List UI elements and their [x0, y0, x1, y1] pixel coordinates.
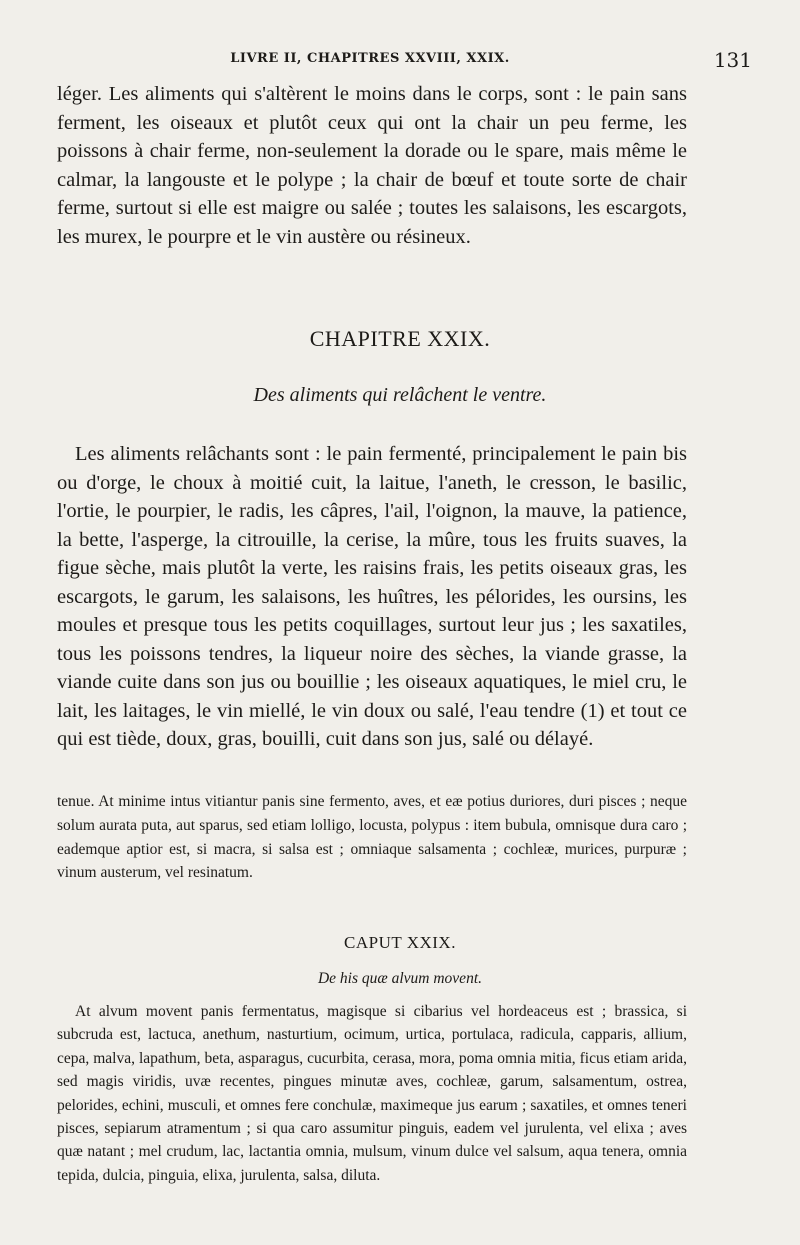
french-previous-chapter-end: [57, 80, 687, 251]
french-chapter-body: [57, 440, 687, 754]
caput-subtitle: De his quæ alvum movent.: [317, 970, 482, 987]
latin-chapter-body: [57, 1000, 687, 1187]
chapter-subtitle: Des aliments qui relâchent le ventre.: [253, 384, 547, 406]
chapter-title: CHAPITRE XXIX.: [309, 326, 491, 351]
running-title: LIVRE II, CHAPITRES XXVIII, XXIX.: [230, 51, 510, 66]
caput-title: CAPUT XXIX.: [344, 933, 456, 952]
page-number: 131: [713, 48, 752, 72]
latin-chapter-paragraph: At alvum movent panis fermentatus, magisque si cibarius vel hordeaceus est ; brassica, si subcruda est, lactuca, anethum, nasturtium, ocimum, urtica, portulaca, radicula, capparis, allium, cepa, malva, lapathum, beta, asparagus, cucurbita, cerasa, mora, poma omnia mitia, ficus etiam arida, sed magis viridis, uvæ recentes, pingues minutæ aves, cochleæ, garum, salsamentum, ostrea, pelorides, echini, musculi, et omnes fere conchulæ, maximeque jus earum ; saxatiles, et omnes teneri pisces, sepiarum atramentum ; si qua caro assumitur pinguis, eadem vel jurulenta, vel elixa ; aves quæ natant ; mel crudum, lac, lactantia omnia, mulsum, vinum dulce vel salsum, aqua tenera, omnia tepida, dulcia, pinguia, elixa, jurulenta, salsa, diluta.: [57, 1003, 687, 1184]
french-prev-paragraph: léger. Les aliments qui s'altèrent le moins dans le corps, sont : le pain sans ferment, les oiseaux et plutôt ceux qui ont la chair un peu ferme, les poissons à chair ferme, non-seulement la dorade ou le spare, mais même le calmar, la langouste et le polype ; la chair de bœuf et toute sorte de chair ferme, surtout si elle est maigre ou salée ; toutes les salaisons, les escargots, les murex, le pourpre et le vin austère ou résineux.: [57, 83, 687, 248]
french-chapter-paragraph: Les aliments relâchants sont : le pain fermenté, principalement le pain bis ou d'orge, le choux à moitié cuit, la laitue, l'aneth, le cresson, le basilic, l'ortie, le pourpier, le radis, les câpres, l'ail, l'oignon, la mauve, la patience, la bette, l'asperge, la citrouille, la cerise, la mûre, tous les fruits suaves, la figue sèche, mais plutôt la verte, les raisins frais, les petits oiseaux gras, les escargots, le garum, les salaisons, les huîtres, les pélorides, les oursins, les moules et presque tous les petits coquillages, surtout leur jus ; les saxatiles, tous les poissons tendres, la liqueur noire des sèches, la viande grasse, la viande cuite dans son jus ou bouillie ; les oiseaux aquatiques, le miel cru, le lait, les laitages, le vin miellé, le vin doux ou salé, l'eau tendre (1) et tout ce qui est tiède, doux, gras, bouilli, cuit dans son jus, salé ou délayé.: [57, 443, 687, 750]
latin-previous-chapter-end: [57, 790, 687, 885]
latin-prev-paragraph: tenue. At minime intus vitiantur panis sine fermento, aves, et eæ potius duriores, duri pisces ; neque solum aurata puta, aut sparus, sed etiam lolligo, locusta, polypus : item bubula, omnisque dura caro ; eademque aptior est, si macra, si salsa est ; omniaque salsamenta ; cochleæ, murices, purpuræ ; vinum austerum, vel resinatum.: [57, 793, 687, 882]
running-header: [0, 48, 800, 72]
